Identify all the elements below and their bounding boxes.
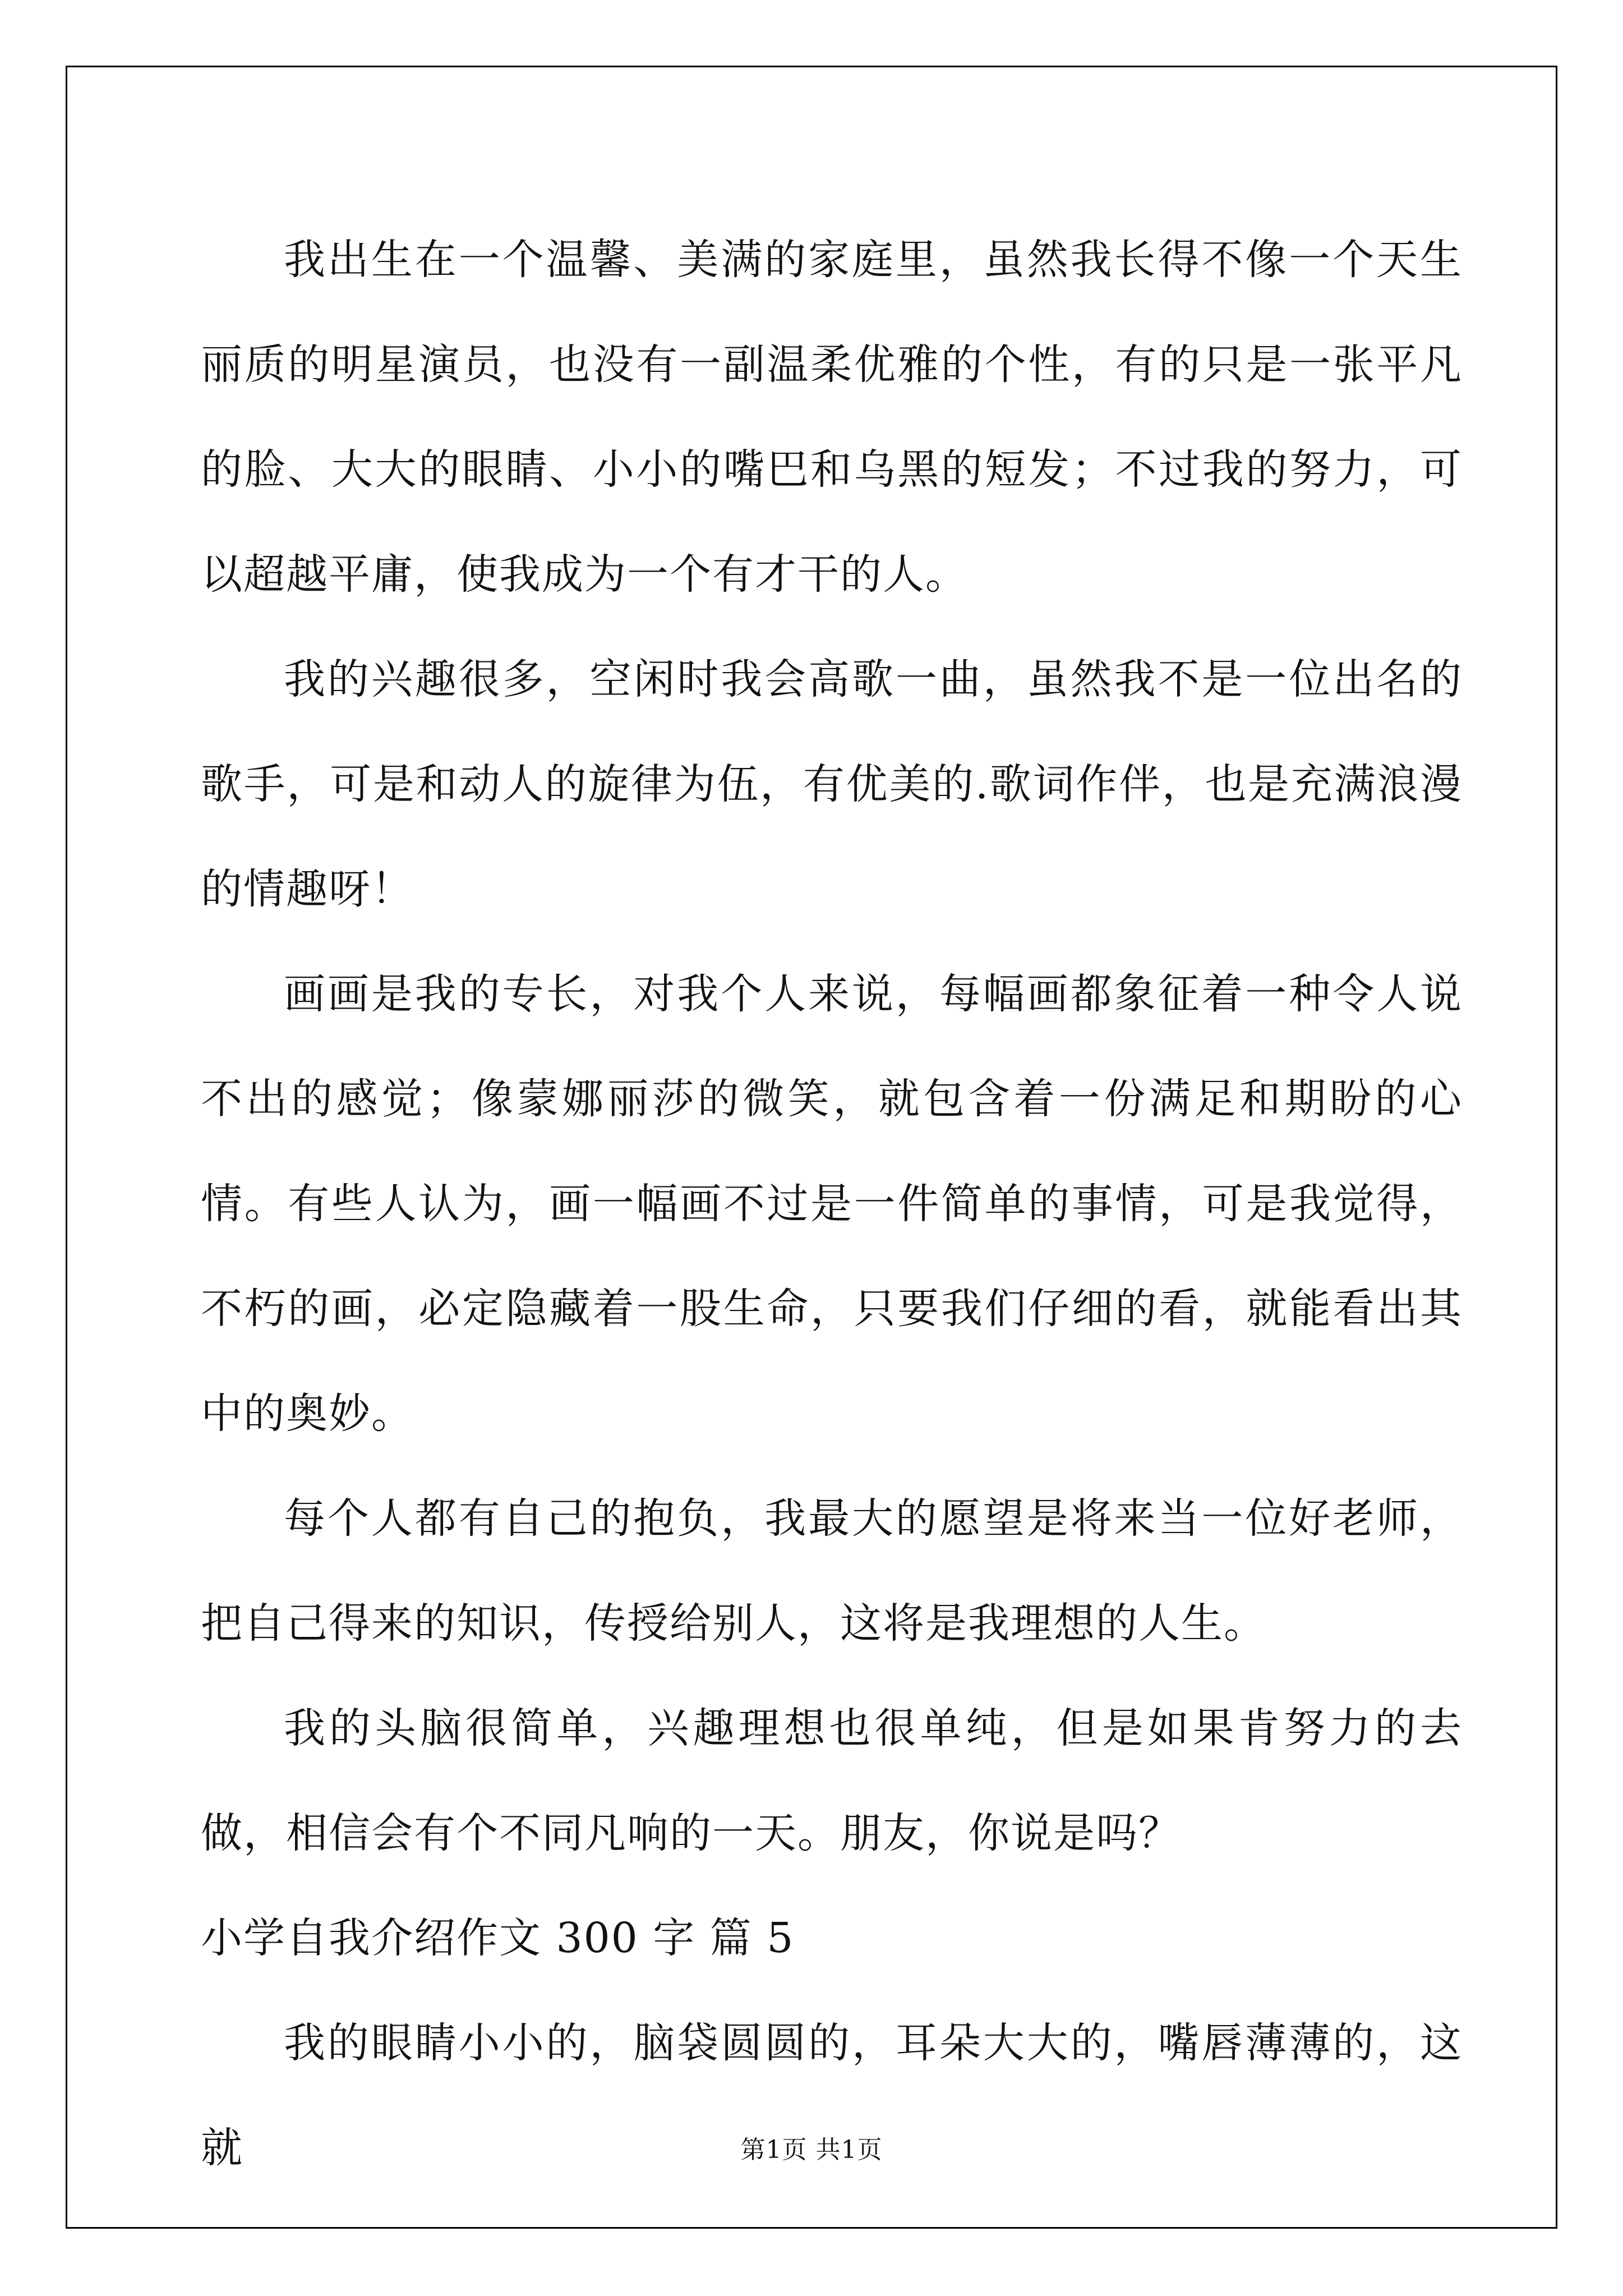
- document-body: [201, 208, 1463, 2201]
- paragraph-1: 我出生在一个温馨、美满的家庭里，虽然我长得不像一个天生丽质的明星演员，也没有一副温柔优雅的个性，有的只是一张平凡的脸、大大的眼睛、小小的嘴巴和乌黑的短发；不过我的努力，可以超越平庸，使我成为一个有才干的人。: [201, 236, 1463, 599]
- paragraph-2: 我的兴趣很多，空闲时我会高歌一曲，虽然我不是一位出名的歌手，可是和动人的旋律为伍，有优美的.歌词作伴，也是充满浪漫的情趣呀！: [201, 655, 1463, 913]
- section-heading: 小学自我介绍作文 300 字 篇 5: [201, 1914, 795, 1962]
- paragraph-6: 我的眼睛小小的，脑袋圆圆的，耳朵大大的，嘴唇薄薄的，这就: [201, 2019, 1463, 2172]
- paragraph-4: 每个人都有自己的抱负，我最大的愿望是将来当一位好老师，把自己得来的知识，传授给别人，这将是我理想的人生。: [201, 1494, 1463, 1648]
- paragraph-3: 画画是我的专长，对我个人来说，每幅画都象征着一种令人说不出的感觉；像蒙娜丽莎的微笑，就包含着一份满足和期盼的心情。有些人认为，画一幅画不过是一件简单的事情，可是我觉得，不朽的画，必定隐藏着一股生命，只要我们仔细的看，就能看出其中的奥妙。: [201, 970, 1463, 1438]
- page-footer: 第1页 共1页: [740, 2136, 883, 2164]
- paragraph-5: 我的头脑很简单，兴趣理想也很单纯，但是如果肯努力的去做，相信会有个不同凡响的一天。朋友，你说是吗？: [201, 1704, 1463, 1857]
